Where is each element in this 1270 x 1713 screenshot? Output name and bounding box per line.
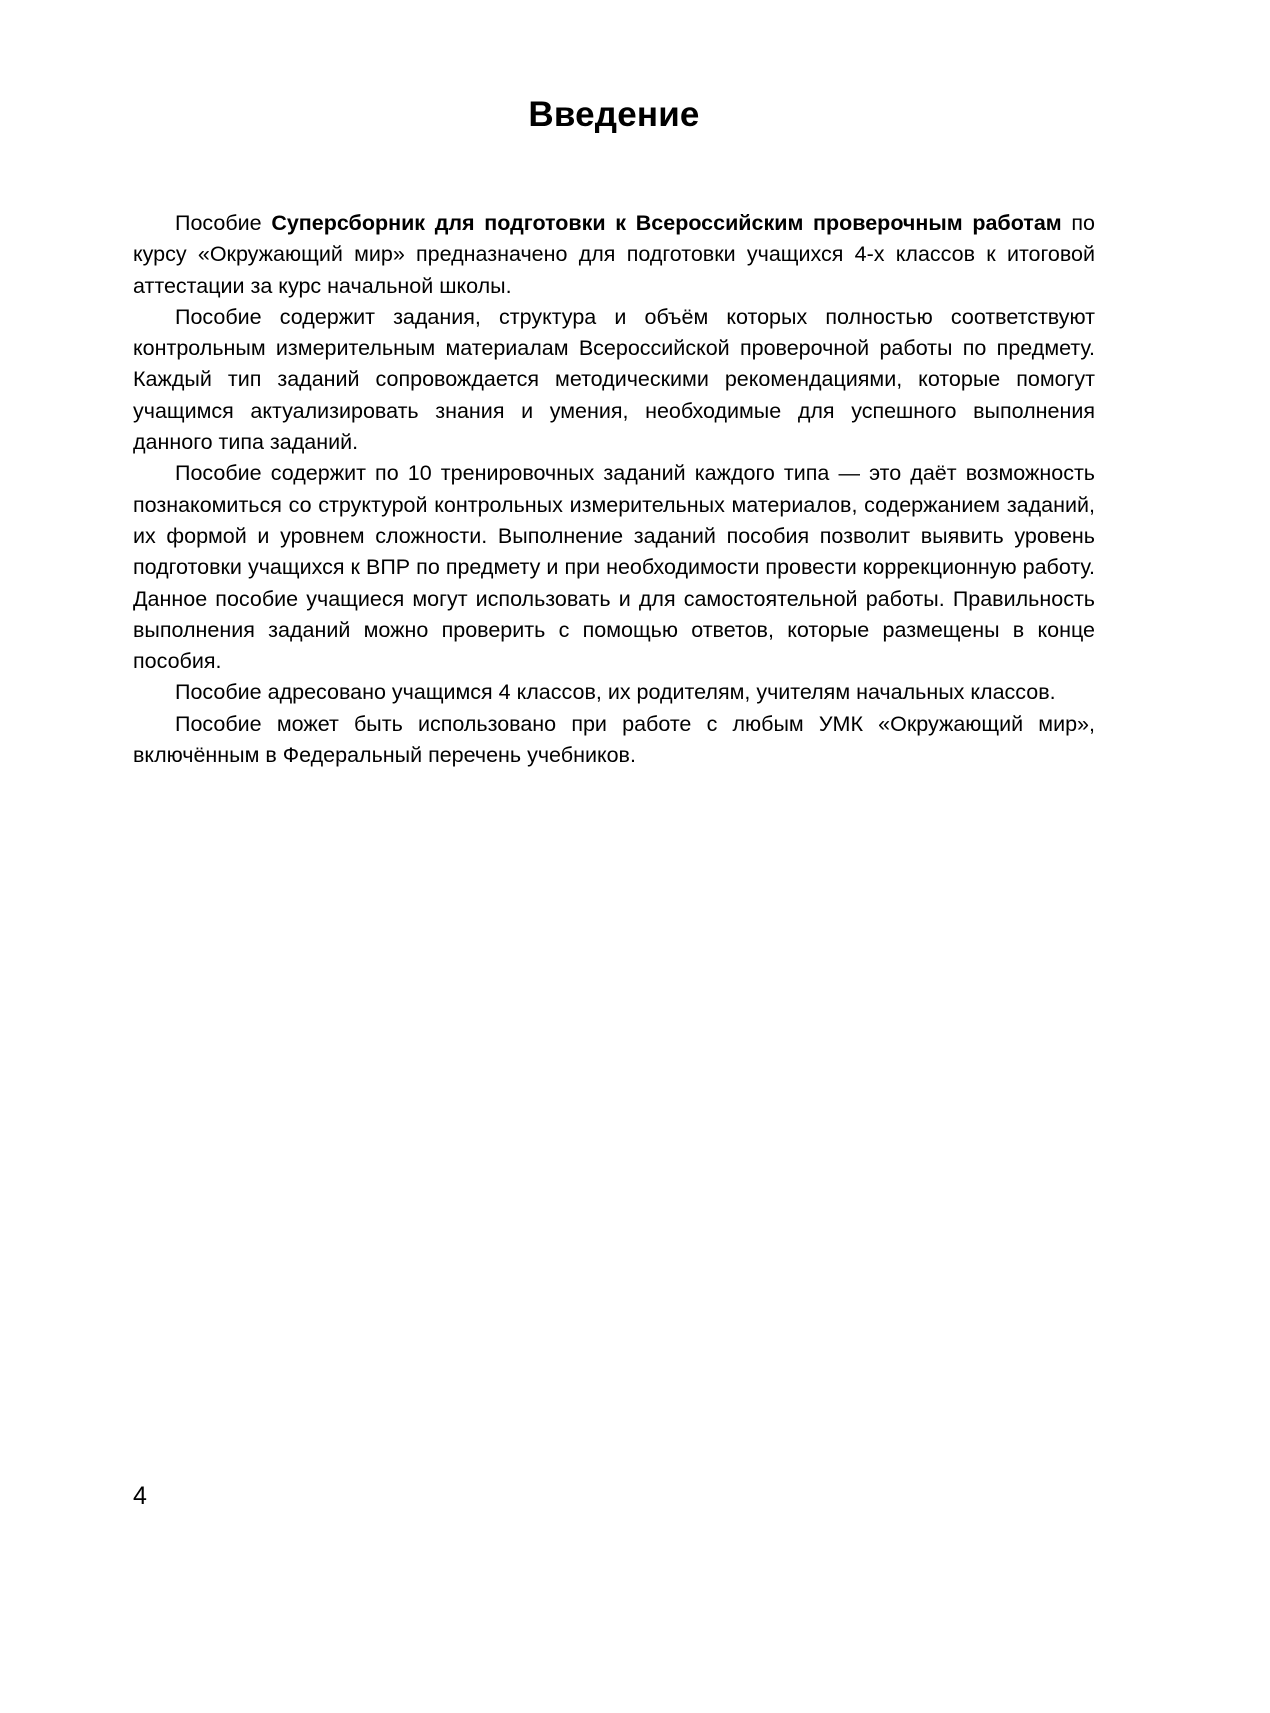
plain-text: Пособие содержит по 10 тренировочных заданий каждого типа — это даёт возможность познакомиться со структурой контрольных измерительных материалов, содержанием заданий, их формой и уровнем сложности. Выполнение заданий пособия позволит выявить уровень подготовки учащихся к ВПР по предмету и при необходимости провести коррекционную работу. Данное пособие учащиеся могут использовать и для самостоятельной работы. Правильность выполнения заданий можно проверить с помощью ответов, которые размещены в конце пособия. [133,461,1095,674]
paragraph-5 [133,709,1095,772]
paragraph-3 [133,458,1095,677]
paragraph-4 [133,677,1095,708]
page-content [133,0,1095,771]
paragraph-2 [133,302,1095,458]
plain-text: Пособие содержит задания, структура и объём которых полностью соответствуют контрольным измерительным материалам Всероссийской проверочной работы по предмету. Каждый тип заданий сопровождается методическими рекомендациями, которые помогут учащимся актуализировать знания и умения, необходимые для успешного выполнения данного типа заданий. [133,304,1095,455]
plain-text: по курсу «Окружающий мир» предназначено для подготовки учащихся 4-х классов к итоговой аттестации за курс начальной школы. [133,211,1095,298]
emphasis-text: Суперсборник для подготовки к Всероссийским проверочным работам [271,211,1062,235]
page-number: 4 [133,1482,147,1510]
introduction-body [133,135,1095,771]
plain-text: Пособие может быть использовано при работе с любым УМК «Окружающий мир», включённым в Федеральный перечень учебников. [133,711,1095,768]
plain-text: Пособие адресовано учащимся 4 классов, их родителям, учителям начальных классов. [175,680,1056,705]
paragraph-1 [133,208,1095,302]
page-title: Введение [528,95,700,134]
plain-text: Пособие [175,211,272,235]
